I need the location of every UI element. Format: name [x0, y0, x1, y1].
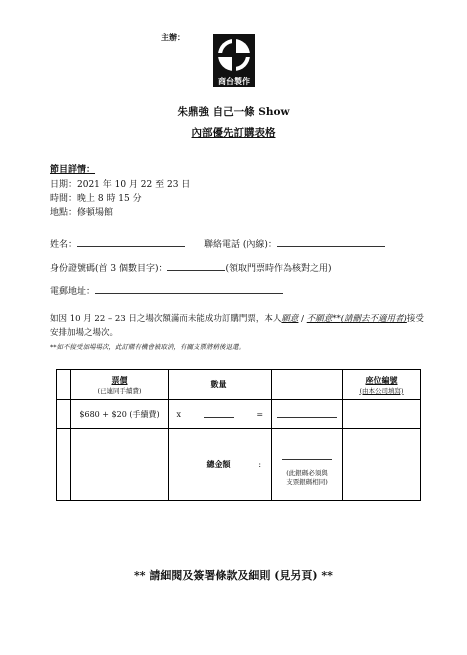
qty-field[interactable] — [204, 409, 234, 418]
subtotal-cell — [272, 400, 343, 429]
seat-header-sub: (由本公司填寫) — [359, 386, 404, 395]
total-label-text: 總金額 — [206, 459, 231, 469]
total-colon: : — [249, 429, 272, 501]
table-header-row — [57, 370, 421, 400]
phone-row — [204, 237, 385, 250]
total-note-2: 支票銀碼相同) — [286, 478, 328, 486]
page-title: 朱鼎強 自己一條 Show — [177, 106, 290, 118]
total-row — [57, 429, 421, 501]
price-row — [57, 400, 421, 429]
order-table — [56, 369, 421, 501]
table-cell — [57, 370, 71, 400]
email-field[interactable] — [95, 284, 283, 294]
notice-text: 如因 10 月 22 – 23 日之場次額滿而未能成功訂購門票，本人 — [50, 314, 282, 324]
total-note-1: (此銀碼必須與 — [286, 469, 328, 477]
strike-instruction: (請刪去不適用者) — [340, 314, 407, 324]
total-field[interactable] — [282, 451, 332, 460]
seat-header — [343, 370, 421, 400]
phone-field[interactable] — [277, 237, 385, 247]
table-cell — [272, 370, 343, 400]
price-header — [71, 370, 169, 400]
option-willing[interactable]: 願意 — [281, 314, 299, 324]
table-cell — [249, 370, 272, 400]
event-time: 時間：晚上 8 時 15 分 — [50, 194, 142, 204]
table-cell — [169, 429, 189, 501]
price-value: $680 + $20 (手續費) — [71, 400, 169, 429]
notice-text-end: 接受安排加場之場次。 — [50, 314, 424, 338]
form-subtitle: 內部優先訂購表格 — [191, 127, 276, 139]
phone-label: 聯絡電話 (內線)： — [204, 240, 277, 250]
extra-show-notice — [50, 312, 430, 340]
option-separator: / — [298, 314, 307, 324]
logo-text: 商台製作 — [218, 77, 250, 86]
price-header-label: 票價 — [111, 374, 128, 385]
sponsor-label: 主辦： — [161, 33, 185, 42]
seat-cell — [343, 400, 421, 429]
table-cell — [57, 400, 71, 429]
email-row — [50, 284, 283, 297]
qty-cell — [189, 400, 249, 429]
total-label — [189, 429, 249, 501]
footnote: **如不接受加場場次，此訂購有機會被取消，有關支票將稍後退還。 — [50, 343, 245, 351]
equals-sign: = — [249, 400, 272, 429]
commercial-radio-logo — [213, 34, 255, 87]
event-details-heading: 節目詳情： — [50, 165, 96, 175]
seat-header-label: 座位編號 — [365, 374, 398, 385]
table-cell — [169, 370, 189, 400]
option-unwilling[interactable]: 不願意** — [306, 314, 341, 324]
table-cell — [343, 429, 421, 501]
table-cell — [71, 429, 169, 501]
qty-header — [189, 370, 249, 400]
price-header-sub: (已連同手續費) — [97, 386, 142, 395]
name-row — [50, 237, 185, 250]
id-label: 身份證號碼(首 3 個數目字)： — [50, 264, 168, 274]
terms-footer: ** 請細閱及簽署條款及細則 (見另頁) ** — [134, 569, 333, 582]
table-cell — [57, 429, 71, 501]
id-field[interactable] — [167, 261, 225, 271]
event-date: 日期：2021 年 10 月 22 至 23 日 — [50, 180, 191, 190]
total-cell — [272, 429, 343, 501]
id-row — [50, 261, 332, 274]
event-venue: 地點：修頓場館 — [50, 208, 114, 218]
times-sign: x — [169, 400, 189, 429]
name-field[interactable] — [77, 237, 185, 247]
email-label: 電郵地址： — [50, 287, 96, 297]
id-note: (領取門票時作為核對之用) — [225, 264, 332, 274]
subtotal-field[interactable] — [277, 409, 337, 418]
qty-header-label: 數量 — [210, 379, 227, 389]
name-label: 姓名： — [50, 240, 78, 250]
